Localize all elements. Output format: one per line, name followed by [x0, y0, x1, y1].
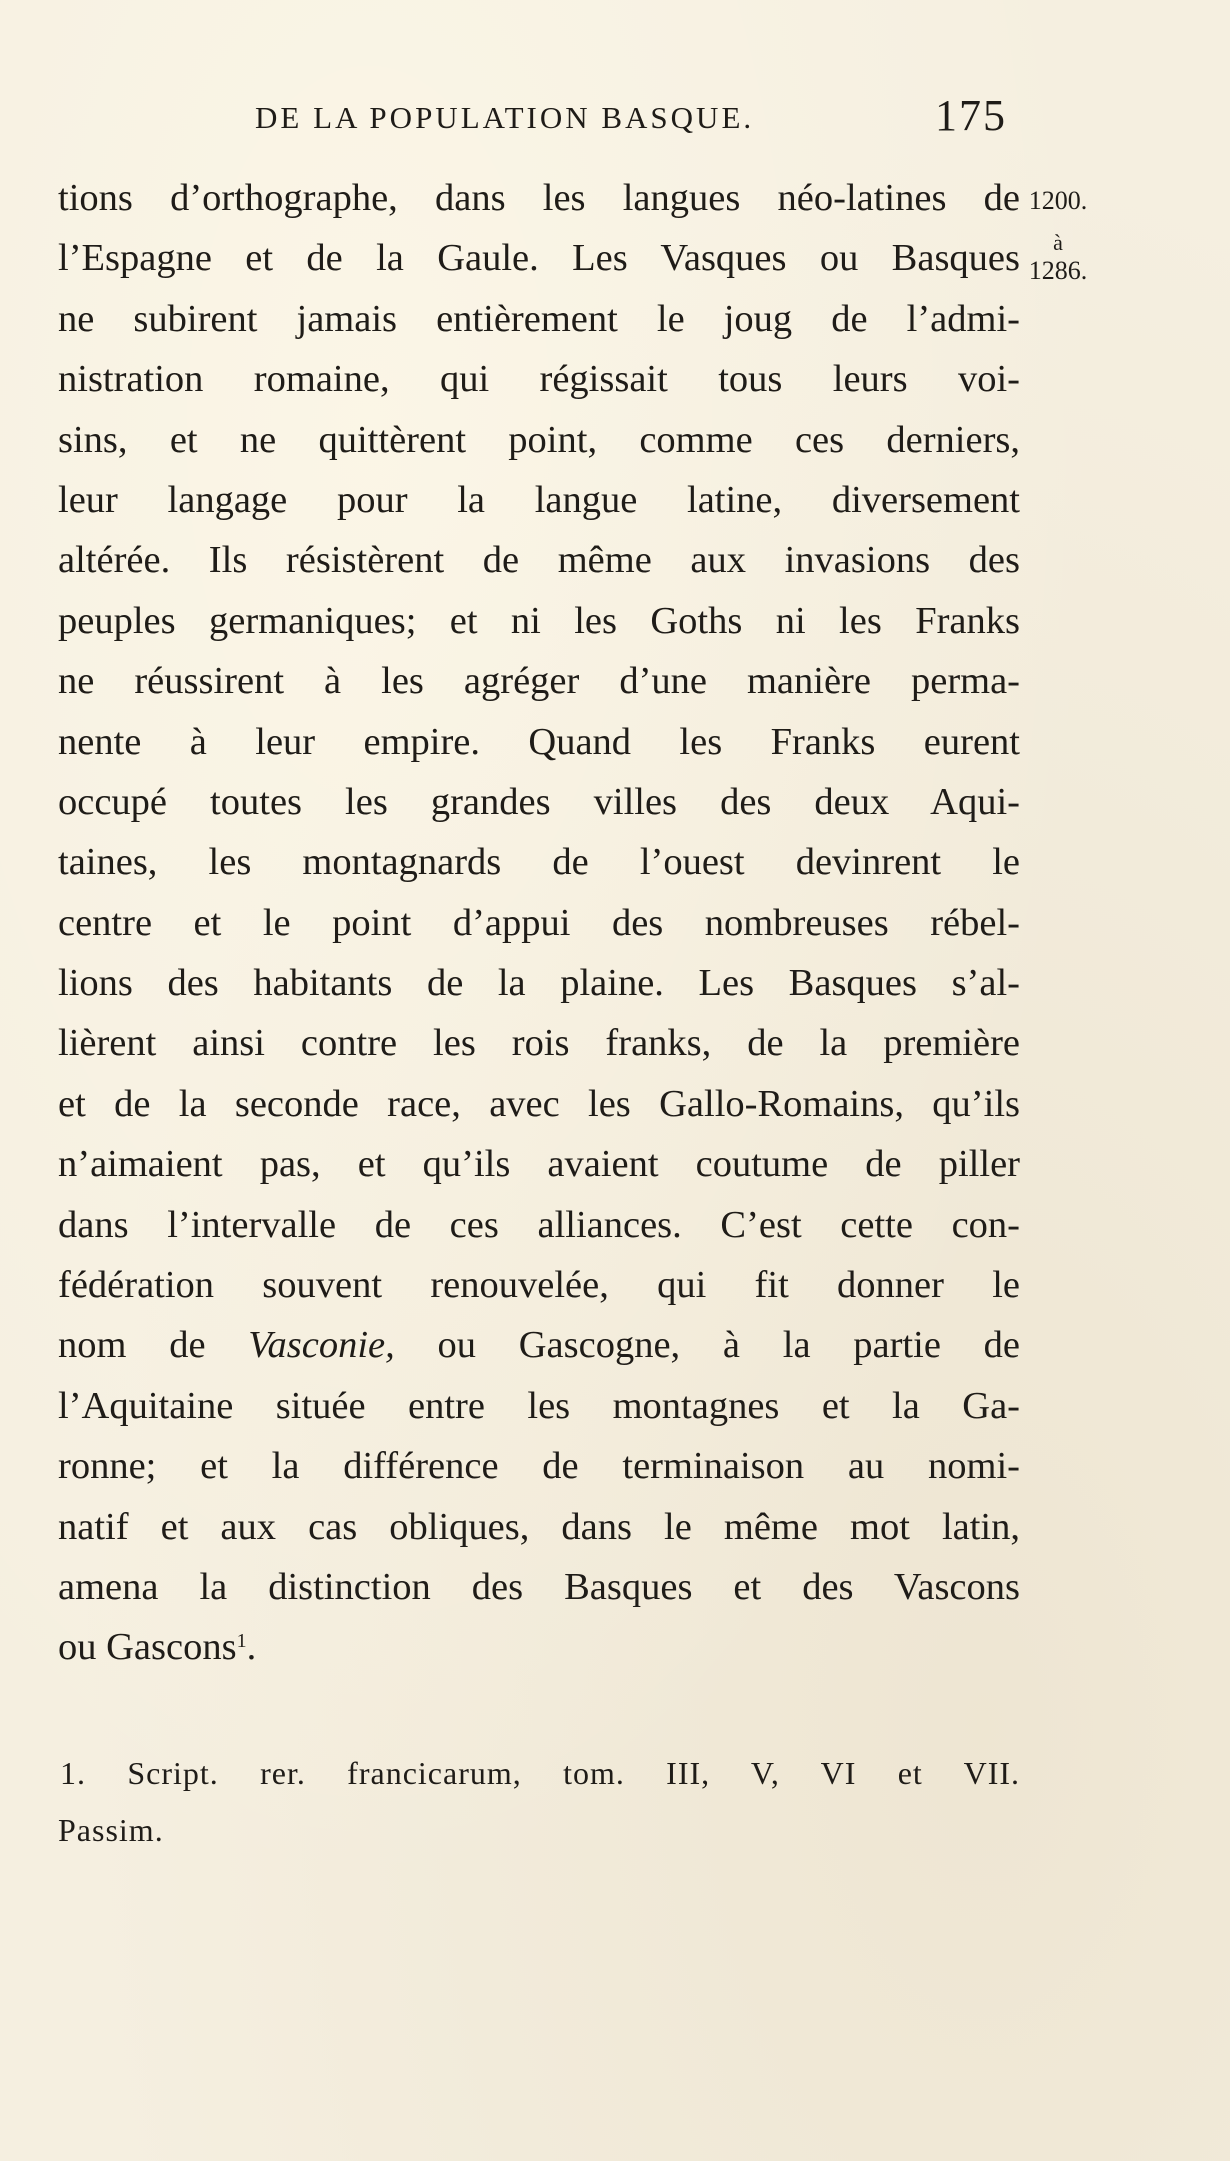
text-line: fédération souvent renouvelée, qui fit donner le [58, 1264, 1020, 1307]
footnote [58, 1745, 1020, 1859]
text-line: amena la distinction des Basques et des Vascons [58, 1565, 1020, 1608]
text-line-vasconie [58, 1315, 1020, 1375]
footnote-reference: 1 [236, 1630, 247, 1653]
body-text [58, 168, 1020, 1678]
italic-term: Vasconie, [248, 1324, 395, 1367]
running-title: DE LA POPULATION BASQUE. [255, 100, 755, 135]
text-line: nente à leur empire. Quand les Franks eurent [58, 720, 1020, 763]
text-line: ne subirent jamais entièrement le joug de l’admi- [58, 297, 1020, 340]
text-line: et de la seconde race, avec les Gallo-Romains, qu’ils [58, 1082, 1020, 1125]
text-line: natif et aux cas obliques, dans le même mot latin, [58, 1505, 1020, 1548]
text-segment: nom de [58, 1324, 249, 1367]
text-segment: ou Gascogne, à la partie de [394, 1324, 1020, 1367]
text-line: occupé toutes les grandes villes des deux Aqui- [58, 780, 1020, 823]
text-line: lions des habitants de la plaine. Les Basques s’al- [58, 962, 1020, 1005]
footnote-line: Passim. [58, 1812, 164, 1848]
footnote-line: 1. Script. rer. francicarum, tom. III, V, VI et VII. [60, 1755, 1020, 1791]
text-line: centre et le point d’appui des nombreuses rébel- [58, 901, 1020, 944]
text-line: altérée. Ils résistèrent de même aux invasions des [58, 539, 1020, 582]
margin-date-connector: à [1053, 230, 1063, 255]
text-line: ne réussirent à les agréger d’une manière perma- [58, 660, 1020, 703]
margin-date-end: 1286. [1028, 256, 1088, 285]
text-line: l’Aquitaine située entre les montagnes et la Ga- [58, 1384, 1020, 1427]
page-number: 175 [935, 91, 1007, 140]
text-line: tions d’orthographe, dans les langues néo-latines de [58, 177, 1020, 219]
text-line: nistration romaine, qui régissait tous leurs voi- [58, 358, 1020, 401]
text-segment: ou Gascons [58, 1626, 237, 1669]
text-line: peuples germaniques; et ni les Goths ni les Franks [58, 599, 1020, 642]
text-line: sins, et ne quittèrent point, comme ces derniers, [58, 418, 1020, 461]
text-line-last [58, 1617, 1020, 1677]
text-segment: . [246, 1626, 257, 1669]
margin-date-start: 1200. [1028, 186, 1088, 215]
text-line: l’Espagne et de la Gaule. Les Vasques ou Basques [58, 237, 1020, 280]
text-line: leur langage pour la langue latine, diversement [58, 478, 1020, 521]
text-line: taines, les montagnards de l’ouest devinrent le [58, 841, 1020, 884]
text-line: ronne; et la différence de terminaison au nomi- [58, 1445, 1020, 1488]
text-line: dans l’intervalle de ces alliances. C’est cette con- [58, 1203, 1020, 1246]
text-line: n’aimaient pas, et qu’ils avaient coutume de piller [58, 1143, 1020, 1186]
text-line: lièrent ainsi contre les rois franks, de la première [58, 1022, 1020, 1065]
